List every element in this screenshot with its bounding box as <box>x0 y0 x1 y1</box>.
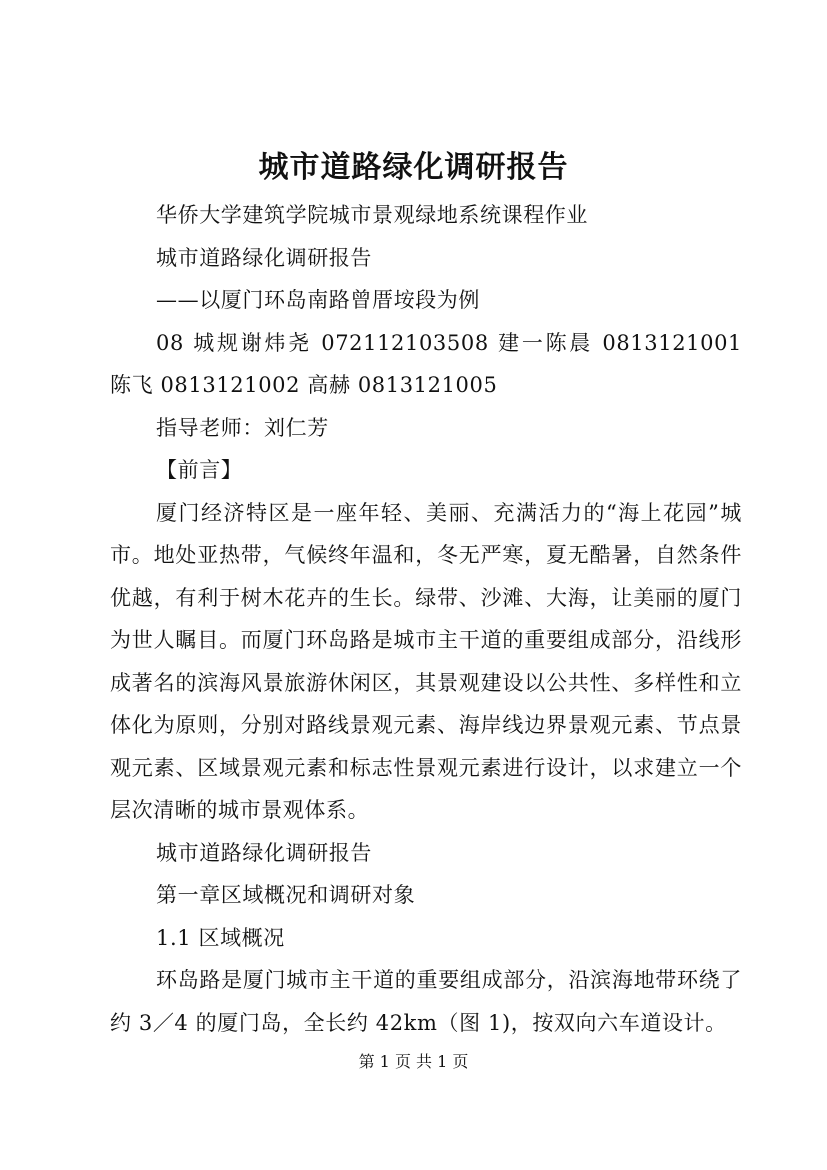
advisor-line: 指导老师：刘仁芳 <box>156 415 329 440</box>
document-title: 城市道路绿化调研报告 <box>258 150 569 185</box>
report-title-repeat: 城市道路绿化调研报告 <box>156 840 372 865</box>
course-line: 华侨大学建筑学院城市景观绿地系统课程作业 <box>156 203 588 227</box>
report-title-line: 城市道路绿化调研报告 <box>156 245 372 270</box>
section-heading: 1.1 区域概况 <box>156 925 285 950</box>
preface-paragraph: 厦门经济特区是一座年轻、美丽、充满活力的“海上花园”城市。地处亚热带，气候终年温和，冬无严寒，夏无酷暑，自然条件优越，有利于树木花卉的生长。绿带、沙滩、大海，让美丽的厦门为世人瞩目。而厦门环岛路是城市主干道的重要组成部分，沿线形成著名的滨海风景旅游休闲区，其景观建设以公共性、多样性和立体化为原则，分别对路线景观元素、海岸线边界景观元素、节点景观元素、区域景观元素和标志性景观元素进行设计，以求建立一个层次清晰的城市景观体系。 <box>110 500 742 822</box>
document-body <box>110 194 742 1044</box>
page-footer: 第 1 页 共 1 页 <box>358 1052 469 1071</box>
chapter-heading: 第一章区域概况和调研对象 <box>156 883 416 907</box>
section-paragraph: 环岛路是厦门城市主干道的重要组成部分，沿滨海地带环绕了约 3／4 的厦门岛，全长约 42km（图 1)，按双向六车道设计。 <box>110 968 742 1035</box>
preface-heading: 【前言】 <box>156 458 243 482</box>
subtitle-line: ——以厦门环岛南路曾厝垵段为例 <box>156 288 480 312</box>
authors-line: 08 城规谢炜尧 072112103508 建一陈晨 0813121001 陈飞 0813121002 高赫 0813121005 <box>110 330 742 397</box>
